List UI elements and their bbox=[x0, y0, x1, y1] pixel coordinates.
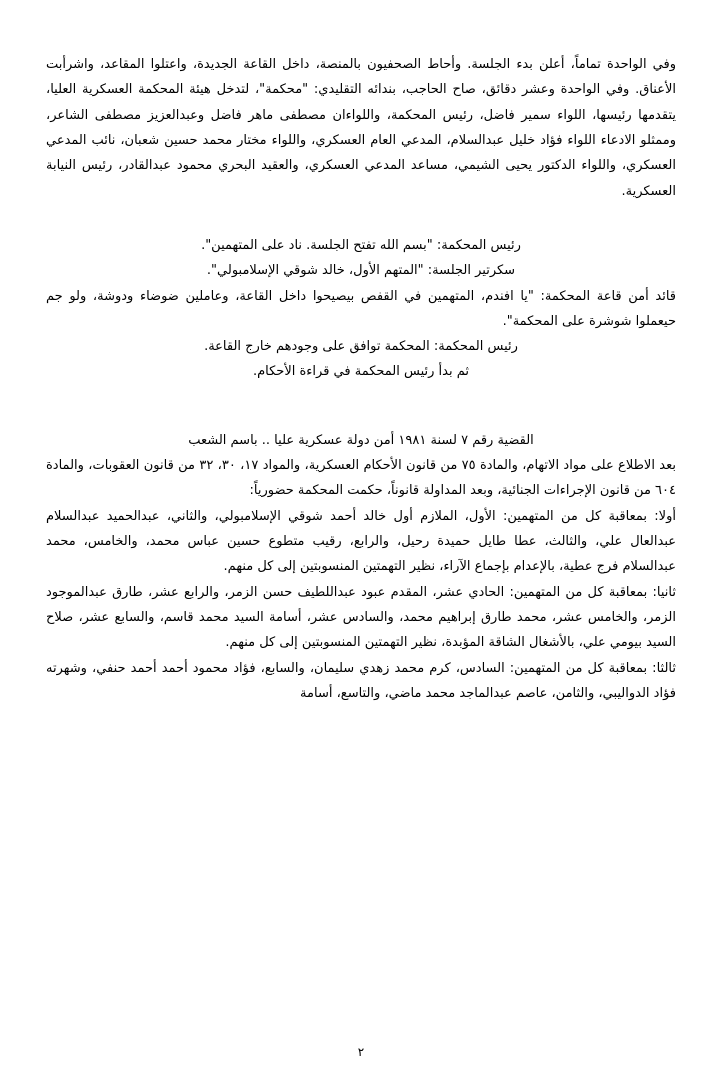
ruling-third: ثالثا: بمعاقبة كل من المتهمين: السادس، كرم محمد زهدي سليمان، والسابع، فؤاد محمود أحمد أحمد حنفي، وشهرته فؤاد الدواليبي، والثامن، عاصم عبدالماجد محمد ماضي، والتاسع، أسامة bbox=[46, 660, 676, 701]
dialog-line-2: سكرتير الجلسة: "المتهم الأول، خالد شوقي الإسلامبولي". bbox=[206, 263, 516, 279]
page-number: ٢ bbox=[357, 1045, 365, 1059]
dialog-line-5: ثم بدأ رئيس المحكمة في قراءة الأحكام. bbox=[252, 363, 469, 379]
preamble-block bbox=[46, 453, 676, 504]
dialog-line-3: قائد أمن قاعة المحكمة: "يا افندم، المتهمين في القفص بيصيحوا داخل القاعة، وعاملين ضوضاء ودوشة، ولو جم حيعملوا شوشرة على المحكمة". bbox=[46, 288, 676, 330]
ruling-first: أولا: بمعاقبة كل من المتهمين: الأول، الملازم أول خالد أحمد شوقي الإسلامبولي، والثاني، عبدالحميد عبدالسلام عبدالعال علي، والثالث، عطا طايل حميدة رحيل، والرابع، رقيب متطوع حسين عباس محمد، والخامس، محمد عبدالسلام فرج عطية، بالإعدام بإجماع الآراء، نظير التهمتين المنسوبتين إلى كل منهم. bbox=[46, 508, 676, 575]
rulings-block bbox=[46, 504, 676, 707]
dialog-line-4: رئيس المحكمة: المحكمة توافق على وجودهم خارج القاعة. bbox=[204, 338, 518, 354]
opening-paragraph-block bbox=[46, 52, 676, 204]
spacer bbox=[46, 204, 676, 234]
ruling-second: ثانيا: بمعاقبة كل من المتهمين: الحادي عشر، المقدم عبود عبداللطيف حسن الزمر، والرابع عشر، طارق عبدالموجود الزمر، والخامس عشر، محمد طارق إبراهيم محمد، والسادس عشر، أسامة السيد محمد قاسم، والسابع عشر، صلاح السيد بيومي علي، بالأشغال الشاقة المؤبدة، نظير التهمتين المنسوبتين إلى كل منهم. bbox=[46, 584, 676, 651]
dialog-line-3-wrap bbox=[46, 284, 676, 335]
spacer-3 bbox=[46, 415, 676, 428]
dialog-block bbox=[46, 234, 676, 385]
preamble-paragraph: بعد الاطلاع على مواد الاتهام، والمادة ٧٥ من قانون الأحكام العسكرية، والمواد ١٧، ٣٠، ٣٢ من قانون العقوبات، والمادة ٦٠٤ من قانون الإجراءات الجنائية، وبعد المداولة قانوناً، حكمت المحكمة حضورياً: bbox=[46, 457, 677, 499]
dialog-line-1: رئيس المحكمة: "بسم الله تفتح الجلسة. ناد على المتهمين". bbox=[201, 238, 521, 254]
opening-paragraph: وفي الواحدة تماماً، أعلن بدء الجلسة. وأحاط الصحفيون بالمنصة، داخل القاعة الجديدة، واعتلوا المقاعد، واشرأبت الأعناق. وفي الواحدة وعشر دقائق، صاح الحاجب، بندائه التقليدي: "محكمة"، لتدخل هيئة المحكمة العسكرية العليا، يتقدمها رئيسها، اللواء سمير فاضل، رئيس المحكمة، واللواءان مصطفى ماهر فاضل وعبدالعزيز مصطفى الشاعر، وممثلو الادعاء اللواء فؤاد خليل عبدالسلام، المدعي العام العسكري، واللواء مختار محمد حسين شعبان، نائب المدعي العسكري، واللواء الدكتور يحيى الشيمي، مساعد المدعي العسكري، والعقيد البحري محمود عبدالقادر، رئيس النيابة العسكرية. bbox=[46, 57, 676, 199]
case-heading: القضية رقم ٧ لسنة ١٩٨١ أمن دولة عسكرية عليا .. باسم الشعب bbox=[188, 432, 534, 448]
spacer-2 bbox=[46, 385, 676, 415]
